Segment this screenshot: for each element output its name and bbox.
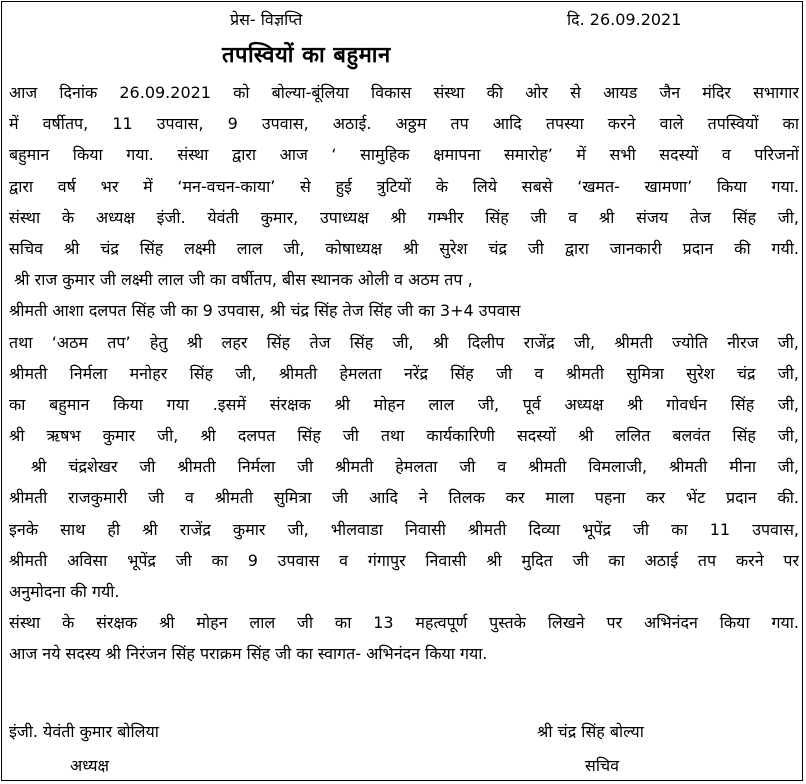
header-row [2, 6, 802, 30]
body-line: बहुमान किया गया. संस्था द्वारा आज ‘ सामुहिक क्षमापना समारोह’ में सभी सदस्यों व परिजनों [9, 145, 799, 165]
body-line: में वर्षीतप, 11 उपवास, 9 उपवास, अठाई. अठ्ठम तप आदि तपस्या करने वाले तपस्वियों का [9, 114, 799, 134]
document-frame [1, 1, 803, 781]
body-line: संस्था के अध्यक्ष इंजी. येवंती कुमार, उपाध्यक्ष श्री गम्भीर सिंह जी व श्री संजय तेज सिंह जी, [9, 207, 799, 227]
body-line: श्रीमती आशा दलपत सिंह जी का 9 उपवास, श्री चंद्र सिंह तेज सिंह जी का 3+4 उपवास [9, 301, 521, 321]
body-line: का बहुमान किया गया .इसमें संरक्षक श्री मोहन लाल जी, पूर्व अध्यक्ष श्री गोवर्धन सिंह जी, [9, 394, 799, 414]
body-line: इनके साथ ही श्री राजेंद्र कुमार जी, भीलवाडा निवासी श्रीमती दिव्या भूपेंद्र जी का 11 उपवास, [9, 519, 799, 539]
release-date: दि. 26.09.2021 [567, 10, 682, 29]
body-line: श्रीमती राजकुमारी जी व श्रीमती सुमित्रा जी आदि ने तिलक कर माला पहना कर भेंट प्रदान की. [9, 488, 799, 508]
body-text [9, 77, 799, 670]
president-name: इंजी. येवंती कुमार बोलिया [9, 722, 159, 741]
secretary-name: श्री चंद्र सिंह बोल्या [537, 722, 644, 741]
body-line: श्री ऋषभ कुमार जी, श्री दलपत सिंह जी तथा कार्यकारिणी सदस्यों श्री ललित बलवंत सिंह जी, [9, 426, 799, 446]
body-line: श्रीमती अविसा भूपेंद्र जी का 9 उपवास व गंगापुर निवासी श्री मुदित जी का अठाई तप करने पर [9, 550, 799, 570]
body-line: आज दिनांक 26.09.2021 को बोल्या-बूंलिया विकास संस्था की ओर से आयड जैन मंदिर सभागार [9, 83, 799, 102]
body-line: अनुमोदना की गयी. [9, 582, 120, 601]
body-line: द्वारा वर्ष भर में ‘मन-वचन-काया’ से हुई त्रुटियों के लिये सबसे ‘खमत- खामणा’ किया गया. [9, 176, 799, 196]
body-line: संस्था के संरक्षक श्री मोहन लाल जी का 13 महत्वपूर्ण पुस्तके लिखने पर अभिनंदन किया गया. [9, 613, 799, 633]
body-line: तथा ‘अठम तप’ हेतु श्री लहर सिंह तेज सिंह जी, श्री दिलीप राजेंद्र जी, श्रीमती ज्योति नीरज जी, [9, 332, 799, 352]
president-title: अध्यक्ष [70, 756, 109, 775]
press-release-label: प्रेस- विज्ञप्ति [230, 10, 303, 29]
body-line: आज नये सदस्य श्री निरंजन सिंह पराक्रम सिंह जी का स्वागत- अभिनंदन किया गया. [9, 644, 488, 664]
document-title: तपस्वियों का बहुमान [222, 43, 391, 68]
body-line: श्रीमती निर्मला मनोहर सिंह जी, श्रीमती हेमलता नरेंद्र सिंह जी व श्रीमती सुमित्रा सुरेश चंद्र जी, [9, 363, 799, 383]
body-line: श्री राज कुमार जी लक्ष्मी लाल जी का वर्षीतप, बीस स्थानक ओली व अठम तप , [9, 270, 473, 290]
secretary-title: सचिव [585, 756, 620, 775]
body-line: श्री चंद्रशेखर जी श्रीमती निर्मला जी श्रीमती हेमलता जी व श्रीमती विमलाजी, श्रीमती मीना जी, [9, 457, 799, 477]
body-line: सचिव श्री चंद्र सिंह लक्ष्मी लाल जी, कोषाध्यक्ष श्री सुरेश चंद्र जी द्वारा जानकारी प्रदान की गयी. [9, 238, 799, 258]
